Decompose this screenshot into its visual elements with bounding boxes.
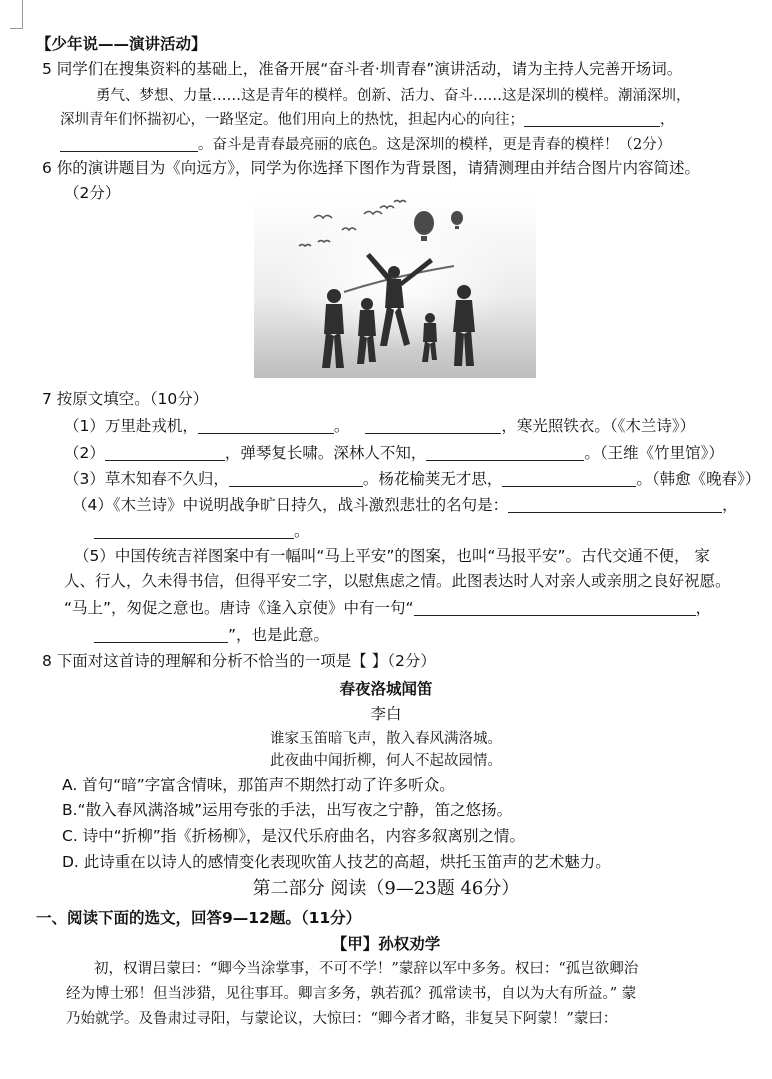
- q8-option-a[interactable]: A. 首句“暗”字富含情味，那笛声不期然打动了许多听众。: [62, 776, 455, 794]
- part2-title: 第二部分 阅读（9—23题 46分）: [252, 878, 520, 899]
- q5-text-line1: 勇气、梦想、力量……这是青年的模样。创新、活力、奋斗……这是深圳的模样。潮涌深圳，: [96, 88, 691, 104]
- q7-blank-1[interactable]: [198, 417, 334, 434]
- q8-stem: 8 下面对这首诗的理解和分析不恰当的一项是【 】（2分）: [42, 652, 436, 670]
- poem-line-1: 谁家玉笛暗飞声，散入春风满洛城。: [270, 731, 502, 747]
- reading-section-1: 一、阅读下面的选文，回答9—12题。（11分）: [36, 909, 362, 927]
- runners-silhouette-image: [254, 196, 536, 378]
- crop-mark: [10, 0, 23, 29]
- passage-line-2: 经为博士邪！但当涉猎，见往事耳。卿言多务，孰若孤？孤常读书，自以为大有所益。” 蒙: [66, 986, 637, 1002]
- passage-line-1: 初，权谓吕蒙曰：“卿今当涂掌事，不可不学！”蒙辞以军中多务。权曰：“孤岂欲卿治: [94, 961, 639, 977]
- q7-blank-2[interactable]: [365, 417, 501, 434]
- q7-blank-9[interactable]: [414, 599, 696, 616]
- q7-blank-10[interactable]: [94, 626, 228, 643]
- poem-line-2: 此夜曲中闻折柳，何人不起故园情。: [270, 753, 502, 769]
- poem-author: 李白: [370, 705, 402, 723]
- q5-text-line2: 深圳青年们怀揣初心，一路坚定。他们用向上的热忱，担起内心的向往； ，: [60, 112, 675, 128]
- poem-title: 春夜洛城闻笛: [339, 680, 433, 698]
- q7-item4-cont: 。: [94, 520, 310, 542]
- q5-blank-2[interactable]: [60, 135, 198, 152]
- passage-line-3: 乃始就学。及鲁肃过寻阳，与蒙论议，大惊曰：“卿今者才略，非复吴下阿蒙！”蒙曰：: [66, 1011, 618, 1027]
- q7-item5-line2: 人、行人，久未得书信，但得平安二字，以慰焦虑之情。此图表达时人对亲人或亲朋之良好祝愿。: [64, 572, 731, 590]
- q6-score: （2分）: [64, 184, 121, 202]
- passage-jia-title: 【甲】孙权劝学: [331, 935, 441, 953]
- q7-item5-line1: （5）中国传统吉祥图案中有一幅叫“马上平安”的图案，也叫“马报平安”。古代交通不便， 家: [74, 547, 710, 565]
- q6-stem: 6 你的演讲题目为《向远方》，同学为你选择下图作为背景图，请猜测理由并结合图片内容简述。: [42, 159, 701, 177]
- q7-item2: （2） ，弹琴复长啸。深林人不知， 。（王维《竹里馆》）: [64, 444, 724, 462]
- q7-item3: （3）草木知春不久归， 。杨花榆荚无才思， 。（韩愈《晚春》）: [64, 470, 761, 488]
- q8-option-c[interactable]: C. 诗中“折柳”指《折杨柳》，是汉代乐府曲名，内容多叙离别之情。: [62, 827, 525, 845]
- q7-blank-4[interactable]: [426, 444, 584, 461]
- q8-option-d[interactable]: D. 此诗重在以诗人的感情变化表现吹笛人技艺的高超，烘托玉笛声的艺术魅力。: [62, 853, 611, 871]
- q7-blank-7[interactable]: [508, 496, 722, 513]
- q5-stem: 5 同学们在搜集资料的基础上，准备开展“奋斗者·圳青春”演讲活动，请为主持人完善开场词。: [42, 60, 683, 78]
- q7-blank-3[interactable]: [105, 444, 225, 461]
- q8-option-b[interactable]: B.“散入春风满洛城”运用夸张的手法，出写夜之宁静，笛之悠扬。: [62, 801, 513, 819]
- q7-blank-6[interactable]: [502, 470, 636, 487]
- section-header: 【少年说——演讲活动】: [36, 35, 207, 53]
- q7-item4: （4）《木兰诗》中说明战争旷日持久，战斗激烈悲壮的名句是： ，: [72, 496, 738, 514]
- q7-item5-line4: ”，也是此意。: [94, 624, 329, 646]
- q5-text-line3: 。奋斗是青春最亮丽的底色。这是深圳的模样，更是青春的模样！（2分）: [60, 134, 671, 156]
- q5-blank-1[interactable]: [524, 110, 660, 127]
- q7-item5-line3: “马上”，匆促之意也。唐诗《逢入京使》中有一句“ ，: [64, 599, 712, 617]
- q7-blank-5[interactable]: [229, 470, 363, 487]
- q7-item1: （1）万里赴戎机， 。 ，寒光照铁衣。（《木兰诗》）: [64, 417, 696, 435]
- q7-blank-8[interactable]: [94, 522, 294, 539]
- q7-stem: 7 按原文填空。（10分）: [42, 390, 209, 408]
